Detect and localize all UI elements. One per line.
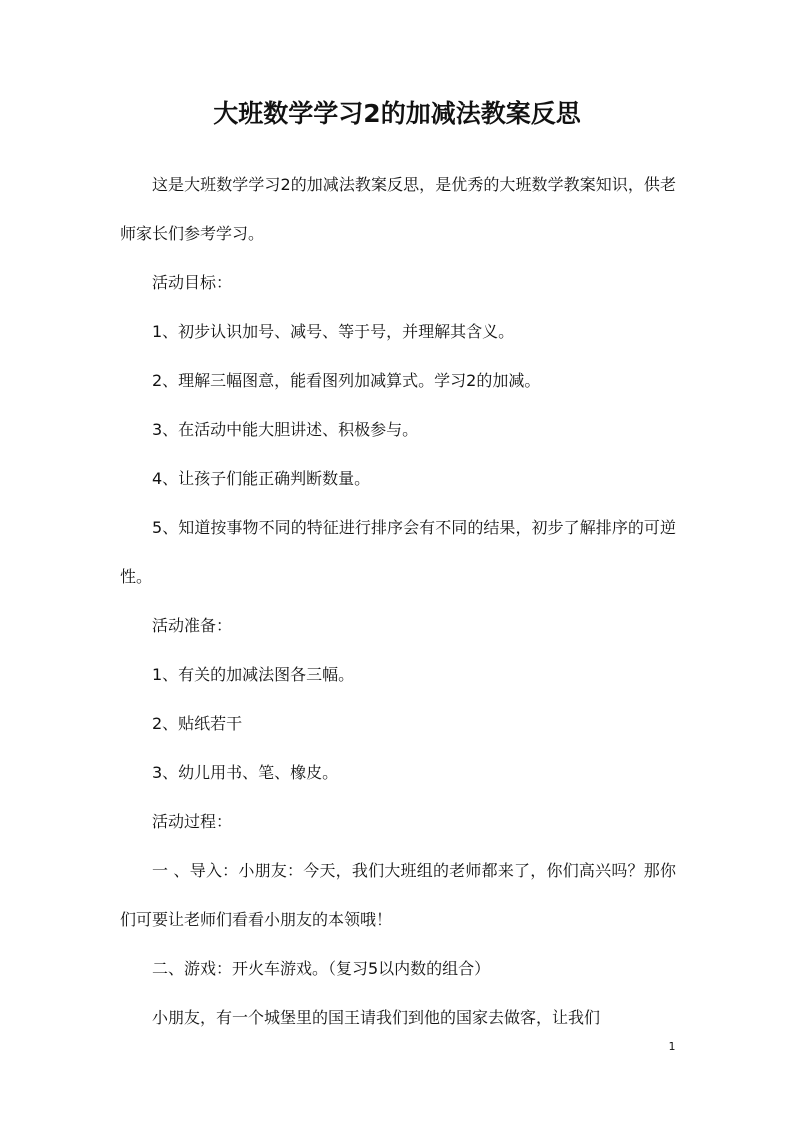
- preparation-item-3: 3、幼儿用书、笔、橡皮。: [152, 763, 339, 782]
- process-paragraph: 小朋友，有一个城堡里的国王请我们到他的国家去做客，让我们: [152, 1008, 601, 1027]
- heading-activity-goals: 活动目标：: [152, 273, 233, 292]
- goal-item-1: 1、初步认识加号、减号、等于号，并理解其含义。: [152, 322, 515, 341]
- goal-item-3: 3、在活动中能大胆讲述、积极参与。: [152, 420, 419, 439]
- preparation-item-2: 2、贴纸若干: [152, 714, 243, 733]
- goal-item-4: 4、让孩子们能正确判断数量。: [152, 469, 371, 488]
- page-number: 1: [668, 1040, 676, 1053]
- goal-item-2: 2、理解三幅图意，能看图列加减算式。学习2的加减。: [152, 371, 541, 390]
- process-step-1: 一 、导入：小朋友：今天，我们大班组的老师都来了，你们高兴吗？那你们可要让老师们看看小朋友的本领哦！: [120, 861, 676, 929]
- goal-item-5: 5、知道按事物不同的特征进行排序会有不同的结果，初步了解排序的可逆性。: [120, 518, 676, 586]
- process-step-2: 二、游戏：开火车游戏。（复习5以内数的组合）: [152, 959, 491, 978]
- document-title: 大班数学学习2的加减法教案反思: [213, 99, 581, 128]
- document-body: [120, 160, 676, 1042]
- paragraph-intro: 这是大班数学学习2的加减法教案反思，是优秀的大班数学教案知识，供老师家长们参考学习。: [120, 175, 676, 243]
- heading-activity-preparation: 活动准备：: [152, 616, 233, 635]
- preparation-item-1: 1、有关的加减法图各三幅。: [152, 665, 355, 684]
- heading-activity-process: 活动过程：: [152, 812, 233, 831]
